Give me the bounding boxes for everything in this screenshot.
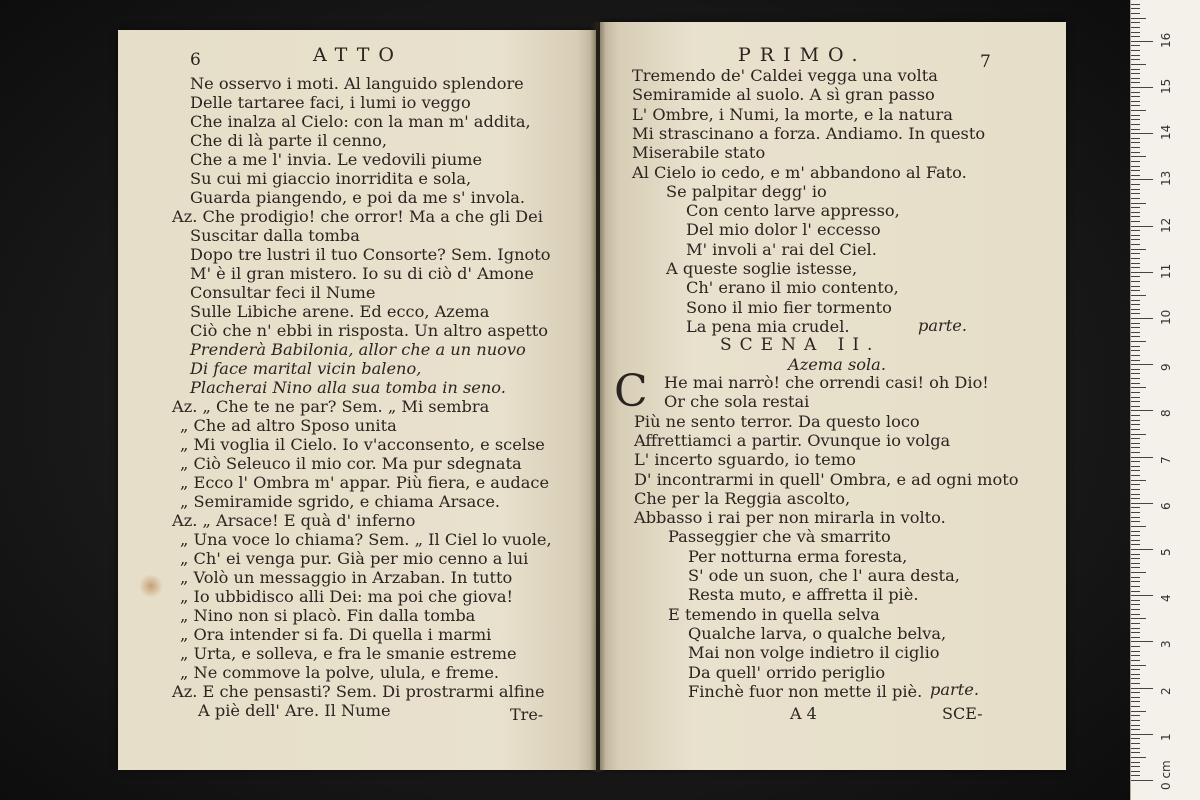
ruler-tick [1131, 4, 1140, 5]
ruler-tick [1131, 364, 1153, 365]
ruler-tick [1131, 637, 1140, 638]
ruler-tick [1131, 36, 1140, 37]
text-line: D' incontrarmi in quell' Ombra, e ad ogni moto [634, 469, 1019, 489]
ruler-tick [1131, 521, 1140, 522]
ruler-unit-label: 0 cm [1159, 760, 1173, 790]
drop-cap: C [614, 366, 648, 417]
ruler-tick [1131, 651, 1140, 652]
ruler-tick [1131, 253, 1140, 254]
ruler-tick [1131, 623, 1140, 624]
ruler-tick [1131, 276, 1140, 277]
ruler-tick [1131, 683, 1140, 684]
ruler-tick [1131, 27, 1140, 28]
ruler-tick [1131, 498, 1140, 499]
ruler-tick [1131, 470, 1140, 471]
text-line: „ Ora intender si fa. Di quella i marmi [180, 625, 492, 644]
text-line: Az. „ Arsace! E quà d' inferno [172, 511, 416, 530]
ruler-tick [1131, 720, 1140, 721]
running-head: ATTO [313, 44, 403, 66]
text-line: „ Urta, e solleva, e fra le smanie estreme [180, 644, 517, 663]
ruler-tick [1131, 392, 1140, 393]
text-line: Sulle Libiche arene. Ed ecco, Azema [190, 302, 490, 321]
ruler-tick [1131, 304, 1140, 305]
ruler-tick [1131, 775, 1140, 776]
ruler-tick [1131, 420, 1140, 421]
text-line: Con cento larve appresso, [686, 201, 900, 221]
ruler-tick [1131, 152, 1140, 153]
ruler-tick [1131, 558, 1140, 559]
ruler-number: 2 [1159, 686, 1173, 695]
text-line: La pena mia crudel. [686, 316, 850, 336]
text-line: L' Ombre, i Numi, la morte, e la natura [632, 104, 953, 124]
ruler-tick [1131, 697, 1140, 698]
ruler-tick [1131, 780, 1153, 781]
ruler-tick [1131, 332, 1140, 333]
ruler-tick [1131, 591, 1140, 592]
ruler-tick [1131, 535, 1140, 536]
ruler-tick [1131, 198, 1140, 199]
ruler-tick [1131, 96, 1140, 97]
ruler-tick [1131, 447, 1140, 448]
text-line: „ Ecco l' Ombra m' appar. Più fiera, e audace [180, 473, 550, 492]
ruler-tick [1131, 609, 1140, 610]
text-line: He mai narrò! che orrendi casi! oh Dio! [664, 373, 989, 392]
ruler-tick [1131, 531, 1140, 532]
ruler-tick [1131, 300, 1140, 301]
ruler-tick [1131, 239, 1140, 240]
ruler-tick [1131, 166, 1140, 167]
text-line: M' involi a' rai del Ciel. [686, 239, 877, 259]
text-line: Da quell' orrido periglio [688, 662, 886, 682]
text-line: Per notturna erma foresta, [688, 546, 908, 566]
ruler-tick [1131, 138, 1140, 139]
ruler-tick [1131, 133, 1153, 134]
ruler-tick [1131, 346, 1140, 347]
text-line: Mai non volge indietro il ciglio [688, 643, 940, 663]
ruler-tick [1131, 655, 1140, 656]
ruler-tick [1131, 600, 1140, 601]
ruler-tick [1131, 295, 1146, 296]
ruler-tick [1131, 18, 1146, 19]
ruler-tick [1131, 429, 1140, 430]
text-line: Mi strascinano a forza. Andiamo. In questo [632, 123, 986, 143]
ruler-tick [1131, 341, 1146, 342]
ruler-number: 8 [1159, 409, 1173, 418]
ruler-number: 1 [1159, 733, 1173, 741]
ruler-number: 16 [1159, 32, 1173, 48]
ruler-tick [1131, 678, 1140, 679]
ruler-tick [1131, 660, 1140, 661]
book-gutter [590, 22, 606, 772]
ruler-tick [1131, 581, 1140, 582]
text-line: E temendo in quella selva [668, 604, 880, 624]
text-line: Di face marital vicin baleno, [190, 359, 422, 378]
ruler-tick [1131, 355, 1140, 356]
ruler-tick [1131, 32, 1140, 33]
ruler-tick [1131, 142, 1140, 143]
ruler-tick [1131, 82, 1140, 83]
ruler-tick [1131, 669, 1140, 670]
ruler-tick [1131, 628, 1140, 629]
ruler-tick [1131, 105, 1140, 106]
ruler-tick [1131, 434, 1146, 435]
ruler-tick [1131, 13, 1140, 14]
ruler-tick [1131, 706, 1140, 707]
ruler-tick [1131, 480, 1146, 481]
ruler-tick [1131, 129, 1140, 130]
text-line: Passeggier che và smarrito [668, 527, 891, 547]
text-line: „ Semiramide sgrido, e chiama Arsace. [180, 492, 501, 511]
running-head: PRIMO. [738, 44, 867, 66]
ruler-tick [1131, 604, 1140, 605]
text-line: Suscitar dalla tomba [190, 226, 360, 245]
signature-mark: A 4 [790, 704, 817, 723]
ruler-tick [1131, 78, 1140, 79]
exit-mark: parte. [918, 316, 967, 335]
ruler-tick [1131, 507, 1140, 508]
ruler-tick [1131, 554, 1140, 555]
ruler-tick [1131, 743, 1140, 744]
exit-mark: parte. [930, 680, 979, 699]
scene-title: SCENA II. [720, 335, 881, 355]
ruler-number: 12 [1159, 217, 1173, 233]
ruler-tick [1131, 179, 1153, 180]
ruler-tick [1131, 692, 1140, 693]
text-line: Tremendo de' Caldei vegga una volta [632, 66, 938, 85]
ruler-tick [1131, 410, 1153, 411]
ruler-tick [1131, 235, 1140, 236]
ruler-number: 14 [1159, 124, 1173, 141]
ruler-tick [1131, 290, 1140, 291]
ruler-tick [1131, 272, 1153, 273]
text-line: Ne osservo i moti. Al languido splendore [190, 74, 524, 93]
catchword: Tre- [510, 705, 544, 724]
ruler-tick [1131, 327, 1140, 328]
text-line: Al Cielo io cedo, e m' abbandono al Fato. [632, 162, 967, 182]
text-line: A queste soglie istesse, [666, 259, 858, 278]
text-line: Che per la Reggia ascolto, [634, 488, 851, 508]
ruler-tick [1131, 729, 1140, 730]
ruler-tick [1131, 161, 1140, 162]
ruler-tick [1131, 110, 1146, 111]
ruler-tick [1131, 752, 1140, 753]
ruler-tick [1131, 69, 1140, 70]
text-line: „ Ch' ei venga pur. Già per mio cenno a lui [180, 549, 529, 568]
ruler-tick [1131, 618, 1146, 619]
text-line: „ Ciò Seleuco il mio cor. Ma pur sdegnata [180, 454, 522, 473]
ruler-tick [1131, 360, 1140, 361]
ruler-tick [1131, 170, 1140, 171]
text-line: Placherai Nino alla sua tomba in seno. [190, 378, 506, 397]
scene-character: Azema sola. [788, 355, 886, 374]
ruler-tick [1131, 734, 1153, 735]
text-line: Affrettiamci a partir. Ovunque io volga [634, 430, 951, 450]
ruler-tick [1131, 452, 1140, 453]
ruler-tick [1131, 646, 1140, 647]
text-line: S' ode un suon, che l' aura desta, [688, 566, 960, 585]
page-number: 7 [980, 52, 991, 72]
ruler-tick [1131, 73, 1140, 74]
ruler-number: 5 [1159, 548, 1173, 556]
ruler-tick [1131, 711, 1146, 712]
ruler-tick [1131, 184, 1140, 185]
ruler-tick [1131, 688, 1153, 689]
ruler-tick [1131, 189, 1140, 190]
ruler-tick [1131, 438, 1140, 439]
ruler-tick [1131, 406, 1140, 407]
right-page [600, 22, 1066, 770]
ruler-tick [1131, 147, 1140, 148]
ruler-tick [1131, 226, 1153, 227]
ruler-tick [1131, 203, 1146, 204]
ruler-tick [1131, 263, 1140, 264]
ruler-tick [1131, 244, 1140, 245]
ruler-tick [1131, 494, 1140, 495]
ruler-tick [1131, 350, 1140, 351]
text-line: Più ne sento terror. Da questo loco [634, 411, 920, 431]
text-line: Qualche larva, o qualche belva, [688, 623, 947, 643]
text-line: A piè dell' Are. Il Nume [198, 701, 391, 720]
ruler-tick [1131, 757, 1146, 758]
text-line: „ Volò un messaggio in Arzaban. In tutto [180, 568, 513, 587]
ruler-tick [1131, 771, 1140, 772]
ruler-number: 15 [1159, 78, 1173, 94]
ruler-tick [1131, 461, 1140, 462]
text-line: Resta muto, e affretta il piè. [688, 585, 919, 605]
ruler-tick [1131, 549, 1153, 550]
ruler-tick [1131, 443, 1140, 444]
ruler-tick [1131, 92, 1140, 93]
ruler-tick [1131, 59, 1140, 60]
text-line: L' incerto sguardo, io temo [634, 450, 856, 470]
ruler-number: 10 [1159, 309, 1173, 325]
ruler-tick [1131, 64, 1146, 65]
text-line: Sono il mio fier tormento [686, 297, 892, 317]
ruler-tick [1131, 119, 1140, 120]
ruler-tick [1131, 22, 1140, 23]
ruler-tick [1131, 212, 1140, 213]
text-line: Ciò che n' ebbi in risposta. Un altro aspetto [190, 321, 548, 340]
text-line: Che inalza al Cielo: con la man m' addita, [190, 112, 531, 131]
text-line: Del mio dolor l' eccesso [686, 220, 881, 240]
text-line: „ Mi voglia il Cielo. Io v'acconsento, e scelse [180, 435, 545, 454]
text-line: Su cui mi giaccio inorridita e sola, [190, 169, 472, 188]
text-line: Guarda piangendo, e poi da me s' invola. [190, 188, 526, 207]
text-line: Ch' erano il mio contento, [686, 278, 899, 298]
ruler-tick [1131, 230, 1140, 231]
ruler-tick [1131, 41, 1153, 42]
ruler-tick [1131, 55, 1140, 56]
ruler-tick [1131, 577, 1140, 578]
text-line: Che di là parte il cenno, [190, 131, 388, 150]
left-page [118, 30, 596, 770]
ruler-tick [1131, 397, 1140, 398]
ruler-tick [1131, 572, 1146, 573]
ruler-tick [1131, 701, 1140, 702]
text-line: „ Che ad altro Sposo unita [180, 416, 397, 435]
ruler-tick [1131, 258, 1140, 259]
ruler-tick [1131, 387, 1146, 388]
ruler-tick [1131, 512, 1140, 513]
ruler-tick [1131, 369, 1140, 370]
ruler-tick [1131, 665, 1146, 666]
ruler-tick [1131, 286, 1140, 287]
ruler-tick [1131, 50, 1140, 51]
ruler-tick [1131, 503, 1153, 504]
text-line: Az. Che prodigio! che orror! Ma a che gli Dei [172, 207, 543, 226]
ruler-tick [1131, 309, 1140, 310]
ruler-tick [1131, 216, 1140, 217]
ruler-tick [1131, 221, 1140, 222]
ruler-tick [1131, 249, 1146, 250]
ruler-tick [1131, 766, 1140, 767]
text-line: Prenderà Babilonia, allor che a un nuovo [190, 340, 526, 359]
ruler-tick [1131, 193, 1140, 194]
ruler-tick [1131, 401, 1140, 402]
ruler-tick [1131, 101, 1140, 102]
ruler-tick [1131, 715, 1140, 716]
ruler-tick [1131, 526, 1146, 527]
ruler-tick [1131, 323, 1140, 324]
ruler-tick [1131, 632, 1140, 633]
ruler-tick [1131, 415, 1140, 416]
ruler-tick [1131, 517, 1140, 518]
text-line: Semiramide al suolo. A sì gran passo [632, 85, 935, 105]
ruler-tick [1131, 115, 1140, 116]
ruler-tick [1131, 424, 1140, 425]
text-line: „ Ne commove la polve, ulula, e freme. [180, 663, 500, 682]
ruler-number: 11 [1159, 263, 1173, 279]
ruler-tick [1131, 544, 1140, 545]
text-line: Delle tartaree faci, i lumi io veggo [190, 93, 471, 112]
ruler-tick [1131, 87, 1153, 88]
text-line: Or che sola restai [664, 392, 810, 412]
ruler-tick [1131, 373, 1140, 374]
ruler-tick [1131, 207, 1140, 208]
text-line: „ Una voce lo chiama? Sem. „ Il Ciel lo vuole, [180, 530, 552, 549]
ruler-tick [1131, 156, 1146, 157]
ruler-tick [1131, 540, 1140, 541]
measuring-ruler [1130, 0, 1200, 800]
text-line: Dopo tre lustri il tuo Consorte? Sem. Ignoto [190, 245, 551, 264]
ruler-tick [1131, 378, 1140, 379]
ruler-tick [1131, 383, 1140, 384]
text-line: „ Io ubbidisco alli Dei: ma poi che giova! [180, 587, 513, 606]
text-line: Az. „ Che te ne par? Sem. „ Mi sembra [172, 397, 490, 416]
text-line: „ Nino non si placò. Fin dalla tomba [180, 606, 476, 625]
ruler-tick [1131, 466, 1140, 467]
ruler-tick [1131, 674, 1140, 675]
ruler-tick [1131, 586, 1140, 587]
ruler-number: 9 [1159, 363, 1173, 372]
ruler-tick [1131, 124, 1140, 125]
ruler-tick [1131, 457, 1153, 458]
ruler-number: 6 [1159, 502, 1173, 510]
ruler-tick [1131, 567, 1140, 568]
ruler-tick [1131, 281, 1140, 282]
ruler-tick [1131, 641, 1153, 642]
ruler-tick [1131, 563, 1140, 564]
text-line: Consultar feci il Nume [190, 283, 376, 302]
ruler-tick [1131, 738, 1140, 739]
ruler-number: 4 [1159, 594, 1173, 603]
ruler-tick [1131, 595, 1153, 596]
catchword: SCE- [942, 704, 983, 723]
text-line: Se palpitar degg' io [666, 181, 827, 201]
ruler-tick [1131, 8, 1140, 9]
ruler-tick [1131, 748, 1140, 749]
ruler-tick [1131, 318, 1153, 319]
text-line: Finchè fuor non mette il piè. [688, 681, 923, 701]
text-line: Che a me l' invia. Le vedovili piume [190, 150, 483, 169]
ruler-tick [1131, 762, 1140, 763]
ruler-number: 7 [1159, 455, 1173, 464]
ruler-tick [1131, 313, 1140, 314]
ruler-tick [1131, 614, 1140, 615]
ruler-number: 13 [1159, 171, 1173, 187]
ruler-tick [1131, 267, 1140, 268]
text-line: Az. E che pensasti? Sem. Di prostrarmi alfine [172, 682, 545, 701]
ruler-tick [1131, 175, 1140, 176]
text-line: Miserabile stato [632, 143, 766, 163]
ruler-tick [1131, 725, 1140, 726]
text-line: M' è il gran mistero. Io su di ciò d' Amone [190, 264, 534, 283]
page-stain [138, 575, 164, 597]
ruler-tick [1131, 489, 1140, 490]
ruler-tick [1131, 475, 1140, 476]
ruler-tick [1131, 45, 1140, 46]
page-number: 6 [190, 50, 201, 70]
text-line: Abbasso i rai per non mirarla in volto. [634, 508, 946, 528]
ruler-number: 3 [1159, 640, 1173, 649]
ruler-tick [1131, 484, 1140, 485]
ruler-tick [1131, 336, 1140, 337]
